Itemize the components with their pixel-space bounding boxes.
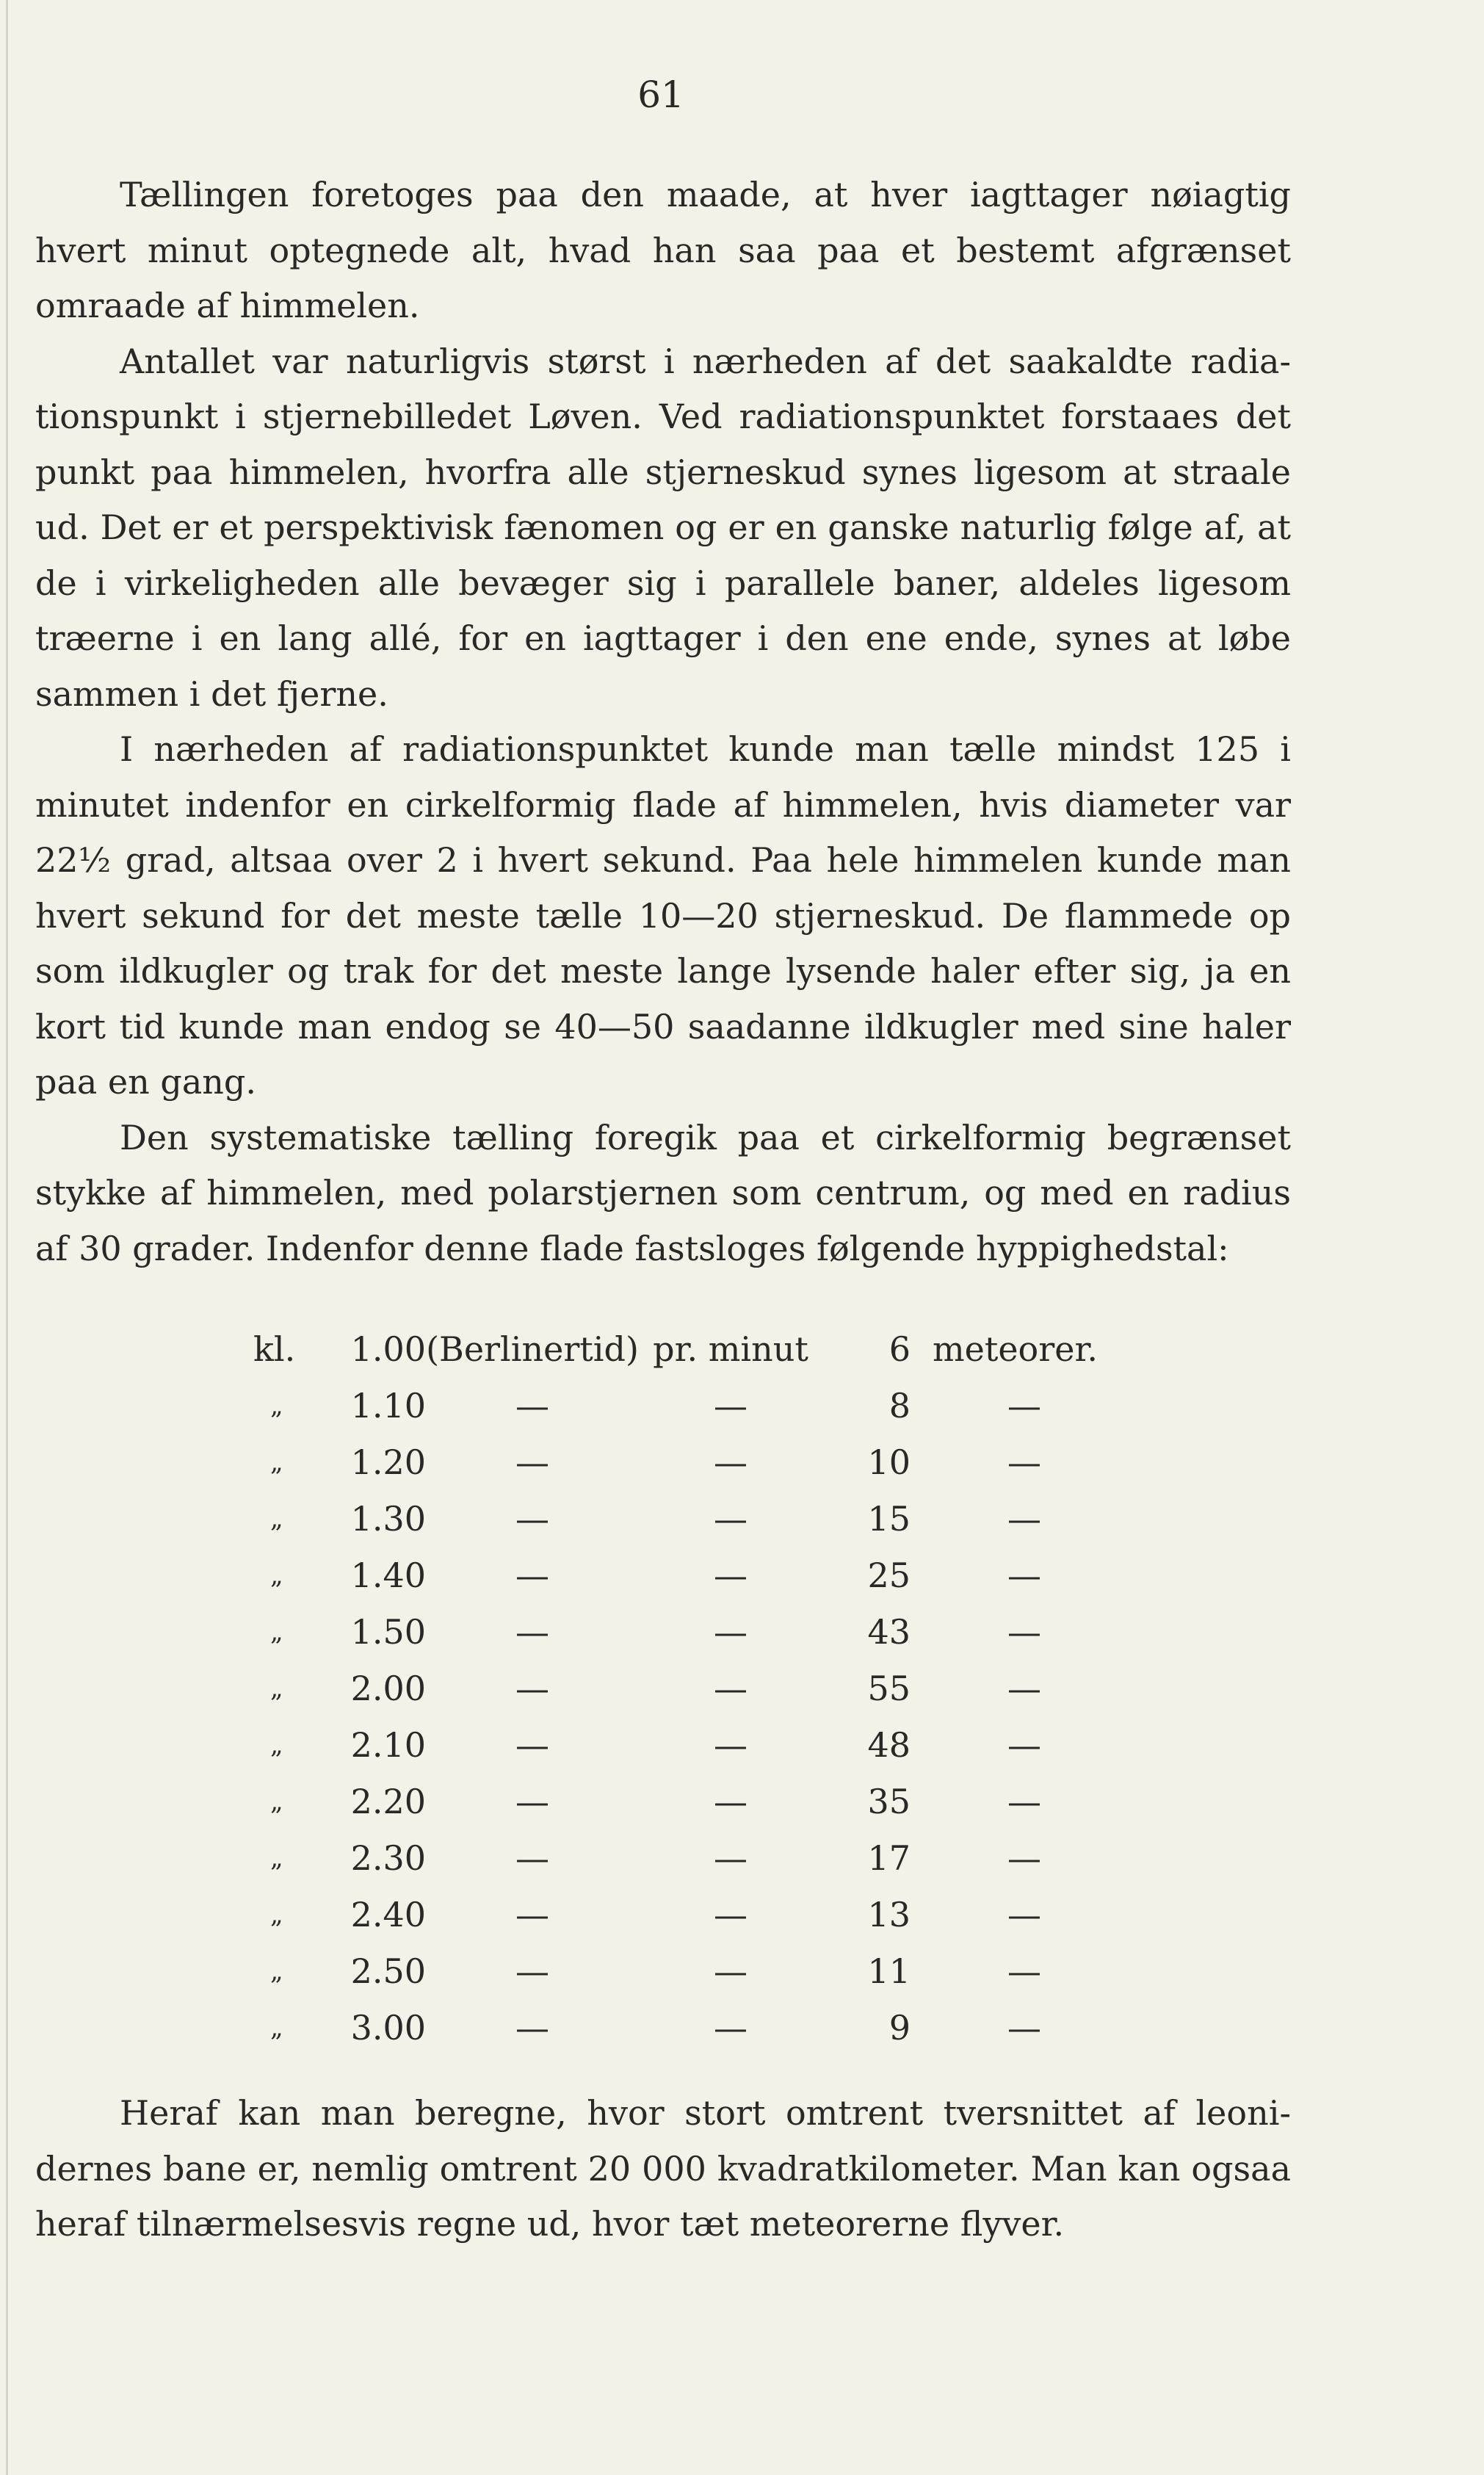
table-count: 11 xyxy=(867,1951,911,1991)
table-count: 25 xyxy=(867,1556,911,1595)
ditto-dash: — xyxy=(1007,1386,1041,1426)
table-time: 3.00 xyxy=(350,2008,426,2048)
ditto-dash: — xyxy=(515,1442,549,1482)
table-count: 43 xyxy=(867,1612,911,1652)
ditto-dash: — xyxy=(515,1895,549,1934)
ditto-dash: — xyxy=(1007,1951,1041,1991)
table-time: 1.50 xyxy=(350,1612,426,1652)
table-meteor-label: meteorer. xyxy=(933,1329,1098,1369)
ditto-dash: — xyxy=(714,1442,748,1482)
body-text-lower xyxy=(35,2086,1291,2252)
ditto-dash: — xyxy=(1007,1838,1041,1878)
ditto-mark: „ xyxy=(270,1956,283,1986)
ditto-dash: — xyxy=(1007,1442,1041,1482)
ditto-dash: — xyxy=(515,1725,549,1765)
table-row-header xyxy=(0,1322,1484,1376)
paragraph-1: Tællingen foretoges paa den maade, at hver iagttager nøiagtig hvert minut optegnede alt, hvad han saa paa et bestemt afgrænset omraade af himmelen. xyxy=(35,175,1291,325)
table-row xyxy=(0,1379,1484,1433)
ditto-dash: — xyxy=(515,1838,549,1878)
table-count: 55 xyxy=(867,1669,911,1708)
ditto-dash: — xyxy=(515,1612,549,1652)
table-row xyxy=(0,1944,1484,1998)
ditto-dash: — xyxy=(515,1499,549,1539)
ditto-dash: — xyxy=(714,1951,748,1991)
table-count: 13 xyxy=(867,1895,911,1934)
table-unit-label: kl. xyxy=(253,1329,296,1369)
table-count: 6 xyxy=(888,1329,911,1369)
ditto-dash: — xyxy=(515,1782,549,1821)
page-edge-line xyxy=(6,0,8,2475)
table-count: 35 xyxy=(867,1782,911,1821)
ditto-mark: „ xyxy=(270,2013,283,2042)
table-count: 17 xyxy=(867,1838,911,1878)
meteor-count-table xyxy=(0,1322,1484,2048)
ditto-dash: — xyxy=(1007,1895,1041,1934)
table-time: 2.40 xyxy=(350,1895,426,1934)
table-time: 2.20 xyxy=(350,1782,426,1821)
ditto-mark: „ xyxy=(270,1787,283,1816)
ditto-dash: — xyxy=(714,1556,748,1595)
ditto-dash: — xyxy=(714,1782,748,1821)
ditto-dash: — xyxy=(515,1556,549,1595)
paragraph-3: I nærheden af radiationspunktet kunde man tælle mindst 125 i minutet indenfor en cirkelformig flade af himmelen, hvis diameter var 22½ grad, altsaa over 2 i hvert sekund. Paa hele himmelen kunde man hvert sekund for det meste tælle 10—20 stjerneskud. De flammede op som ildkugler og trak for det meste lange lysende haler efter sig, ja en kort tid kunde man endog se 40—50 saadanne ildkugler med sine haler paa en gang. xyxy=(35,729,1291,1102)
page-number: 61 xyxy=(637,73,684,116)
table-timezone: (Berlinertid) xyxy=(426,1329,639,1369)
ditto-dash: — xyxy=(1007,1669,1041,1708)
table-count: 8 xyxy=(888,1386,911,1426)
table-time: 2.10 xyxy=(350,1725,426,1765)
table-per-minute: pr. minut xyxy=(653,1329,808,1369)
ditto-mark: „ xyxy=(270,1617,283,1647)
ditto-dash: — xyxy=(714,1838,748,1878)
table-row xyxy=(0,1435,1484,1489)
table-row xyxy=(0,1548,1484,1603)
ditto-dash: — xyxy=(1007,2008,1041,2048)
ditto-dash: — xyxy=(714,2008,748,2048)
ditto-dash: — xyxy=(714,1725,748,1765)
ditto-mark: „ xyxy=(270,1504,283,1533)
paragraph-5: Heraf kan man beregne, hvor stort omtrent tversnittet af leonidernes bane er, nemlig omtrent 20 000 kvadratkilometer. Man kan ogsaa heraf tilnærmelsesvis regne ud, hvor tæt meteorerne flyver. xyxy=(35,2093,1291,2244)
ditto-dash: — xyxy=(1007,1499,1041,1539)
ditto-dash: — xyxy=(714,1386,748,1426)
table-row xyxy=(0,1605,1484,1659)
ditto-dash: — xyxy=(1007,1725,1041,1765)
ditto-mark: „ xyxy=(270,1730,283,1760)
table-time: 2.30 xyxy=(350,1838,426,1878)
ditto-mark: „ xyxy=(270,1448,283,1477)
paragraph-2: Antallet var naturligvis størst i nærheden af det saakaldte radiationspunkt i stjernebilledet Løven. Ved radiationspunktet forstaaes det punkt paa himmelen, hvorfra alle stjerneskud synes ligesom at straale ud. Det er et perspektivisk fænomen og er en ganske naturlig følge af, at de i virkeligheden alle bevæger sig i parallele baner, aldeles ligesom træerne i en lang allé, for en iagttager i den ene ende, synes at løbe sammen i det fjerne. xyxy=(35,341,1291,714)
ditto-dash: — xyxy=(515,1669,549,1708)
table-count: 10 xyxy=(867,1442,911,1482)
ditto-dash: — xyxy=(515,1951,549,1991)
table-count: 9 xyxy=(888,2008,911,2048)
ditto-dash: — xyxy=(714,1612,748,1652)
ditto-dash: — xyxy=(1007,1612,1041,1652)
ditto-dash: — xyxy=(714,1669,748,1708)
table-row xyxy=(0,1718,1484,1772)
table-row xyxy=(0,1831,1484,1885)
table-row xyxy=(0,1887,1484,1942)
ditto-dash: — xyxy=(714,1499,748,1539)
table-time: 2.00 xyxy=(350,1669,426,1708)
ditto-dash: — xyxy=(515,1386,549,1426)
table-count: 15 xyxy=(867,1499,911,1539)
table-time: 2.50 xyxy=(350,1951,426,1991)
ditto-mark: „ xyxy=(270,1561,283,1590)
table-count: 48 xyxy=(867,1725,911,1765)
ditto-dash: — xyxy=(1007,1556,1041,1595)
table-row xyxy=(0,1661,1484,1716)
body-text-upper xyxy=(35,167,1291,1276)
table-time: 1.40 xyxy=(350,1556,426,1595)
ditto-mark: „ xyxy=(270,1391,283,1420)
ditto-mark: „ xyxy=(270,1674,283,1703)
table-time: 1.30 xyxy=(350,1499,426,1539)
paragraph-4: Den systematiske tælling foregik paa et cirkelformig begrænset stykke af himmelen, med polarstjernen som centrum, og med en radius af 30 grader. Indenfor denne flade fastsloges følgende hyppighedstal: xyxy=(35,1117,1291,1268)
ditto-dash: — xyxy=(1007,1782,1041,1821)
table-row xyxy=(0,1492,1484,1546)
table-row xyxy=(0,2001,1484,2055)
table-time: 1.10 xyxy=(350,1386,426,1426)
table-time: 1.20 xyxy=(350,1442,426,1482)
ditto-dash: — xyxy=(515,2008,549,2048)
ditto-dash: — xyxy=(714,1895,748,1934)
ditto-mark: „ xyxy=(270,1900,283,1929)
ditto-mark: „ xyxy=(270,1843,283,1873)
table-time: 1.00 xyxy=(350,1329,426,1369)
table-row xyxy=(0,1774,1484,1829)
